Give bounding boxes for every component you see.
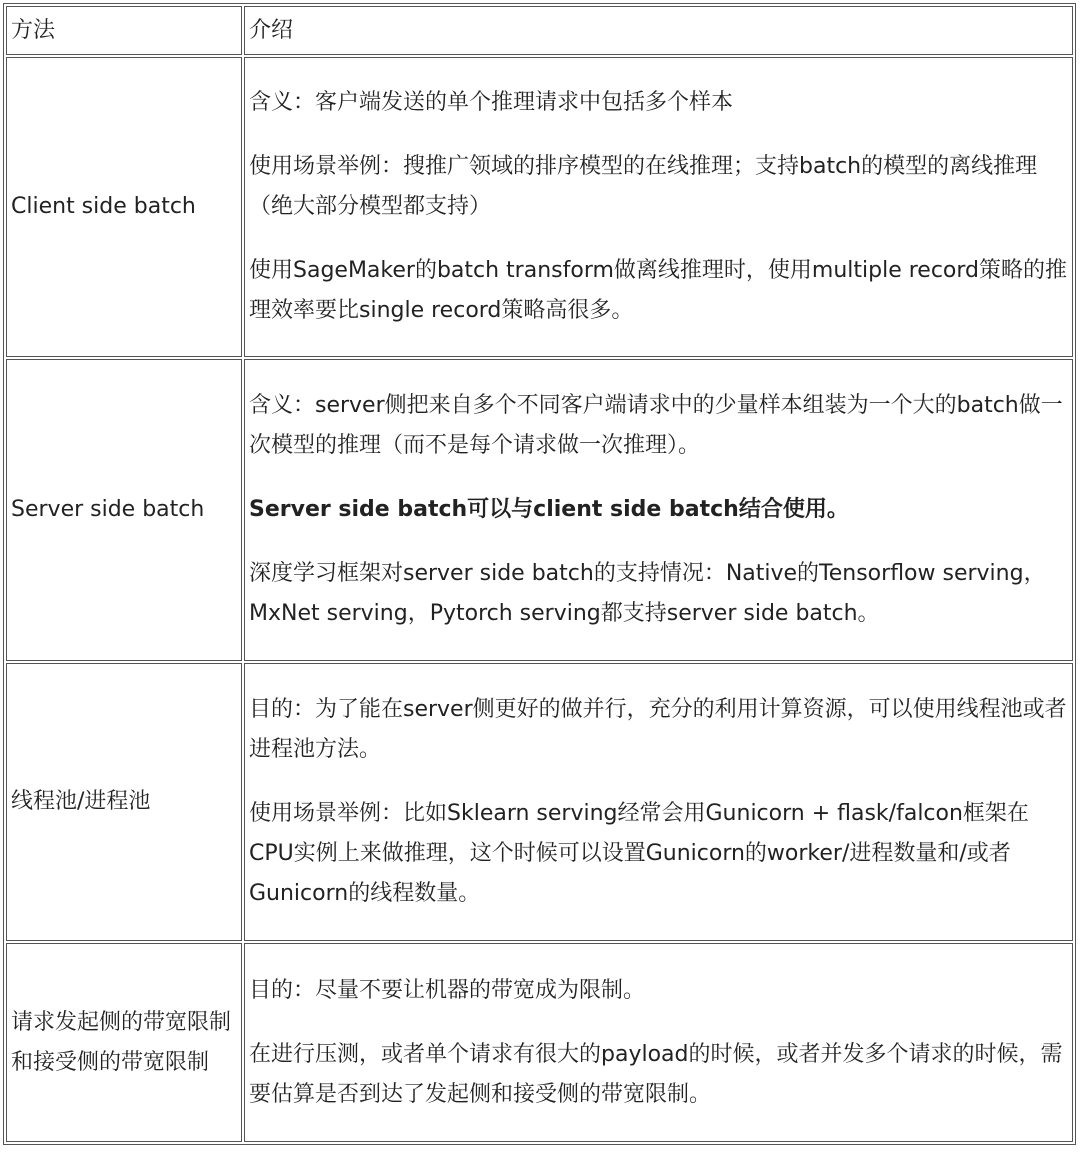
- method-cell: Server side batch: [6, 359, 242, 661]
- method-cell: Client side batch: [6, 57, 242, 357]
- description-paragraph: 使用场景举例：搜推广领域的排序模型的在线推理；支持batch的模型的离线推理（绝大部分模型都支持）: [249, 154, 1038, 219]
- method-cell: 请求发起侧的带宽限制和接受侧的带宽限制: [6, 943, 242, 1142]
- description-paragraph-bold: Server side batch可以与client side batch结合使用。: [249, 497, 849, 522]
- table-row: [6, 57, 1073, 357]
- description-paragraph: 目的：尽量不要让机器的带宽成为限制。: [249, 977, 646, 1003]
- description-cell: [244, 943, 1073, 1142]
- table-row: [6, 663, 1073, 941]
- description-paragraph: 在进行压测，或者单个请求有很大的payload的时候，或者并发多个请求的时候，需要估算是否到达了发起侧和接受侧的带宽限制。: [249, 1041, 1063, 1107]
- description-paragraph: 含义：客户端发送的单个推理请求中包括多个样本: [249, 90, 734, 115]
- description-paragraph: 使用场景举例：比如Sklearn serving经常会用Gunicorn + flask/falcon框架在CPU实例上来做推理，这个时候可以设置Gunicorn的worker/进程数量和/或者Gunicorn的线程数量。: [249, 801, 1029, 906]
- methods-table: [3, 3, 1076, 1145]
- description-cell: [244, 359, 1073, 661]
- description-paragraph: 使用SageMaker的batch transform做离线推理时，使用multiple record策略的推理效率要比single record策略高很多。: [249, 258, 1068, 323]
- description-cell: [244, 663, 1073, 941]
- description-paragraph: 目的：为了能在server侧更好的做并行，充分的利用计算资源，可以使用线程池或者进程池方法。: [249, 697, 1067, 762]
- table-row: [6, 359, 1073, 661]
- description-paragraph: 深度学习框架对server side batch的支持情况：Native的Tensorflow serving，MxNet serving，Pytorch serving都支持server side batch。: [249, 561, 1046, 626]
- header-description: 介绍: [244, 6, 1073, 55]
- description-paragraph: 含义：server侧把来自多个不同客户端请求中的少量样本组装为一个大的batch做一次模型的推理（而不是每个请求做一次推理）。: [249, 393, 1063, 458]
- method-cell: 线程池/进程池: [6, 663, 242, 941]
- description-cell: [244, 57, 1073, 357]
- header-method: 方法: [6, 6, 242, 55]
- table-header-row: [6, 6, 1073, 55]
- table-row: [6, 943, 1073, 1142]
